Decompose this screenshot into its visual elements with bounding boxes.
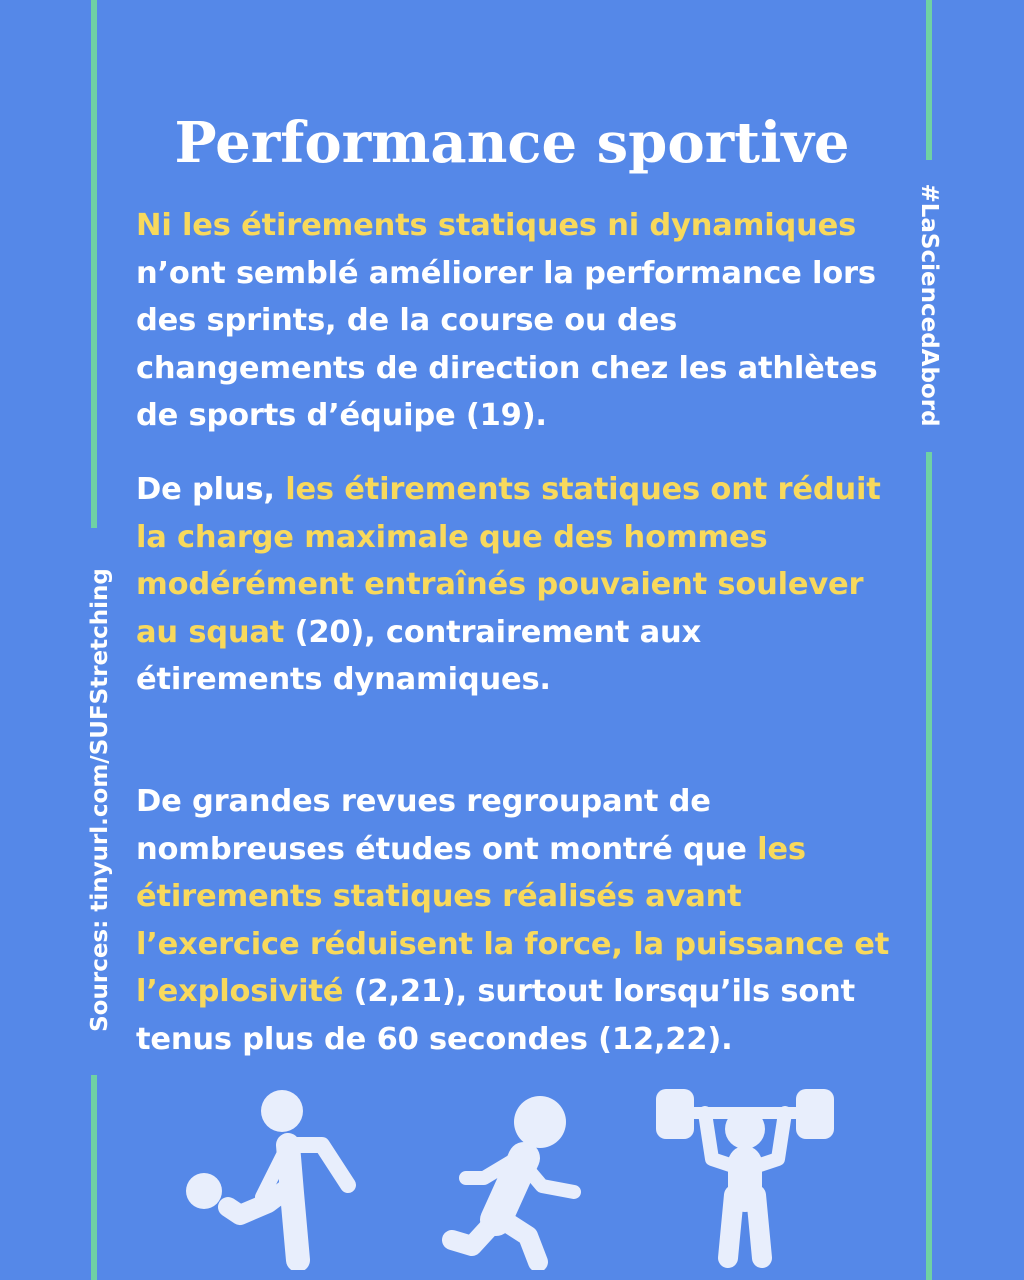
paragraph-squat-load [136,466,896,704]
paragraph-sprint-performance [136,202,896,440]
runner-icon [440,1090,590,1270]
body-text: (2,21), surtout lorsqu’ils sont tenus plus de 60 secondes (12,22). [136,974,855,1057]
body-text: n’ont semblé améliorer la performance lors des sprints, de la course ou des changements de direction chez les athlètes de sports d’équipe (19). [136,255,878,433]
soccer-player-icon [180,1085,360,1270]
body-text: De grandes revues regroupant de nombreuses études ont montré que [136,784,758,867]
left-border-line-top [91,0,97,528]
page-title: Performance sportive [174,110,850,176]
highlight-text: les étirements statiques réalisés avant l’exercice réduisent la force, la puissance et l’explosivité [136,831,890,1009]
sources-label: Sources: tinyurl.com/SUFStretching [87,568,113,1032]
hashtag-label: #LaSciencedAbord [916,183,942,427]
highlight-text: les étirements statiques ont réduit la charge maximale que des hommes modérément entraînés pouvaient soulever au squat [136,472,881,650]
left-border-line-bottom [91,1075,97,1280]
body-text: (20), contrairement aux étirements dynamiques. [136,614,702,697]
body-text: De plus, [136,472,286,507]
weightlifter-icon [650,1083,840,1273]
right-border-line-bottom [926,452,932,1280]
paragraph-reviews [136,778,896,1063]
highlight-text: Ni les étirements statiques ni dynamiques [136,208,857,243]
